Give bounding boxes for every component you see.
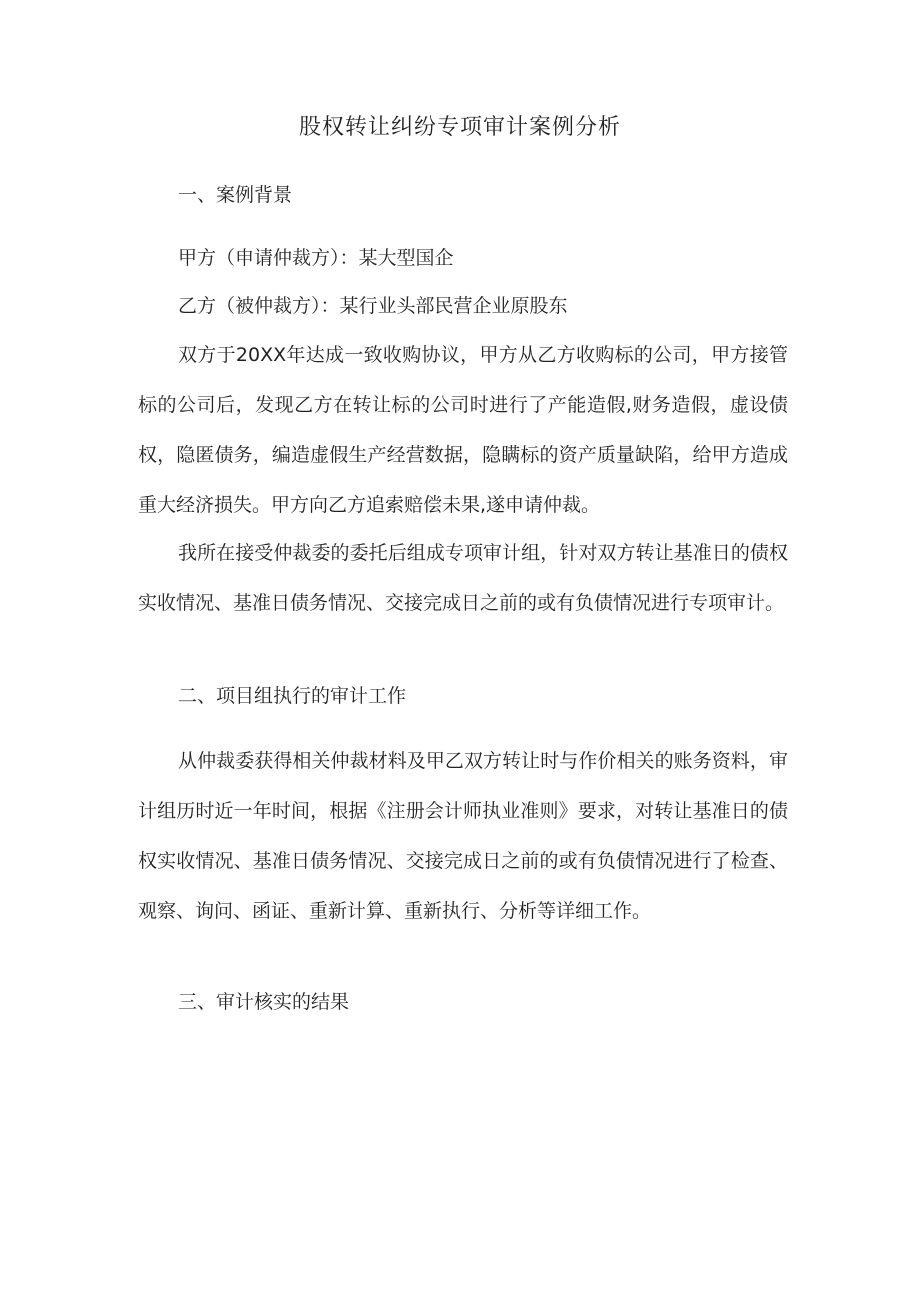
paragraph-acquisition: 双方于20XX年达成一致收购协议，甲方从乙方收购标的公司，甲方接管标的公司后，发现乙方在转让标的公司时进行了产能造假,财务造假，虚设债权，隐匿债务，编造虚假生产经营数据，隐瞒标的资产质量缺陷，给甲方造成重大经济损失。甲方向乙方追索赔偿未果,遂申请仲裁。 (138, 344, 788, 516)
section-heading-background: 一、案例背景 (178, 184, 293, 206)
paragraph-engagement: 我所在接受仲裁委的委托后组成专项审计组，针对双方转让基准日的债权实收情况、基准日债务情况、交接完成日之前的或有负债情况进行专项审计。 (138, 542, 788, 614)
paragraph-audit-work: 从仲裁委获得相关仲裁材料及甲乙双方转让时与作价相关的账务资料，审计组历时近一年时间，根据《注册会计师执业准则》要求，对转让基准日的债权实收情况、基准日债务情况、交接完成日之前的或有负债情况进行了检查、观察、询问、函证、重新计算、重新执行、分析等详细工作。 (138, 750, 788, 922)
party-a-line: 甲方（申请仲裁方）：某大型国企 (178, 247, 454, 269)
party-b-line: 乙方（被仲裁方）：某行业头部民营企业原股东 (178, 295, 568, 317)
document-title: 股权转让纠纷专项审计案例分析 (298, 115, 621, 140)
section-heading-audit-work: 二、项目组执行的审计工作 (178, 685, 407, 707)
section-heading-audit-results: 三、审计核实的结果 (178, 991, 350, 1013)
